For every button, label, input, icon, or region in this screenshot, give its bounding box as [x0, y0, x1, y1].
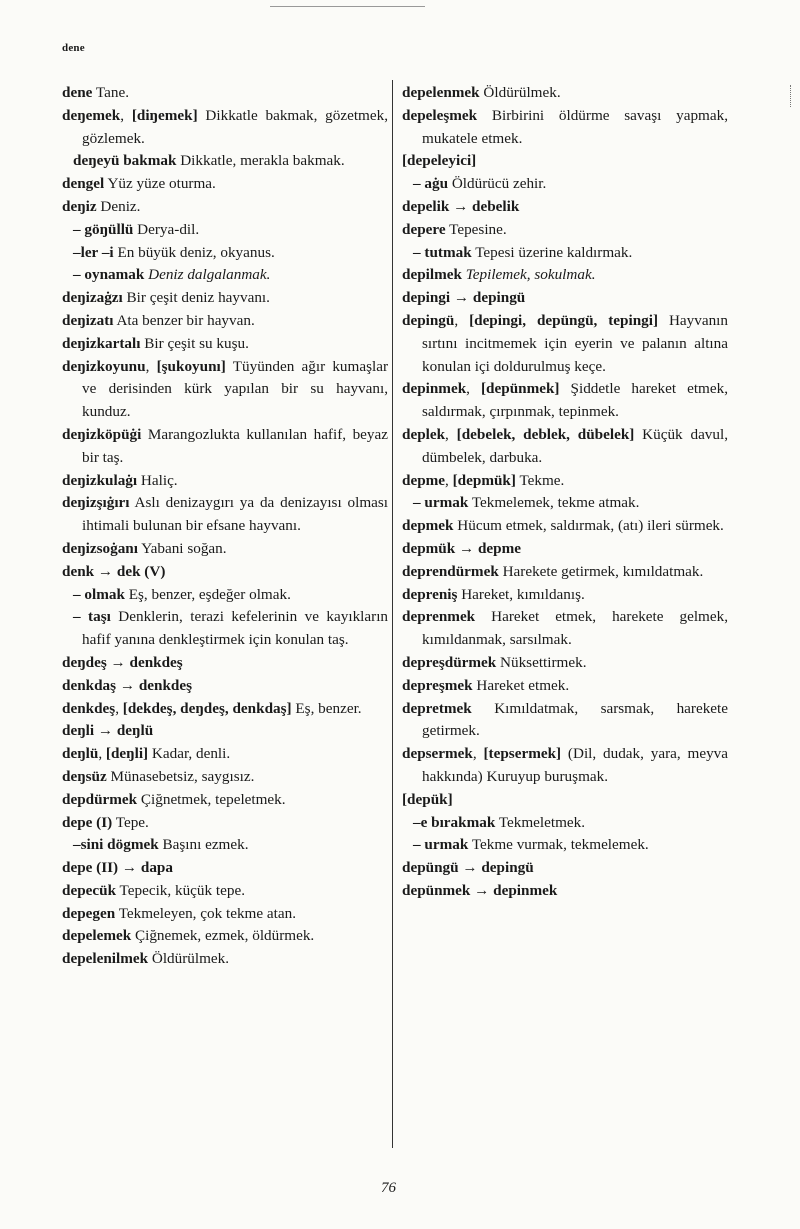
entry-headword: depelenmek [402, 84, 480, 101]
entry-cross-reference: → depingü [453, 289, 526, 307]
dictionary-entry [62, 903, 388, 926]
entry-definition: En büyük deniz, okyanus. [117, 243, 275, 261]
entry-definition: Deniz. [100, 197, 141, 215]
entry-headword: deprenmek [402, 608, 476, 626]
entry-headword: – göŋüllü [73, 220, 134, 238]
entry-definition: Hayvanın sırtını incitmemek için eyerin ve palanın altına konulan içi doldurulmuş keçe. [422, 311, 728, 375]
dictionary-entry [402, 219, 728, 242]
dictionary-entry [402, 515, 728, 538]
entry-definition: Dikkatle bakmak, gözetmek, gözlemek. [82, 106, 388, 147]
dictionary-entry [402, 789, 728, 812]
entry-cross-reference: → debelik [453, 197, 520, 215]
entry-definition: Münasebetsiz, saygısız. [110, 767, 255, 785]
entry-headword: depeleşmek [402, 106, 478, 124]
dictionary-entry [402, 857, 728, 880]
dictionary-entry [402, 675, 728, 698]
entry-headword: deŋeyü bakmak [73, 152, 177, 170]
entry-definition: Şiddetle hareket etmek, saldırmak, çırpınmak, tepinmek. [422, 380, 729, 421]
dictionary-entry [62, 470, 388, 493]
entry-definition: Tekmelemek, tekme atmak. [471, 494, 640, 512]
dictionary-entry [62, 538, 388, 561]
entry-headword: depünmek [402, 881, 471, 899]
dictionary-entry [402, 834, 728, 857]
entry-definition: (Dil, dudak, yara, meyva hakkında) Kuruyup buruşmak. [422, 745, 728, 785]
entry-variants: [diŋemek] [131, 106, 198, 124]
entry-headword: deŋli [62, 722, 95, 740]
entry-headword: deŋizşıġırı [62, 494, 130, 512]
entry-definition: Deniz dalgalanmak. [148, 266, 271, 284]
entry-headword: depelemek [62, 927, 132, 945]
entry-headword: – oynamak [73, 266, 145, 284]
entry-variants: [debelek, deblek, dübelek] [456, 425, 635, 443]
entry-headword: depelik [402, 197, 450, 215]
entry-definition: Tepecik, küçük tepe. [119, 881, 245, 899]
entry-headword: deŋizatı [62, 311, 114, 329]
entry-definition: Kımıldatmak, sarsmak, harekete getirmek. [422, 699, 728, 740]
entry-headword: depreşmek [402, 676, 473, 694]
entry-variants: [deŋli] [105, 745, 149, 763]
entry-definition: Tekmeletmek. [498, 813, 586, 831]
entry-headword: dene [62, 84, 93, 101]
dictionary-entry [402, 606, 728, 652]
entry-headword: depe (I) [62, 813, 113, 831]
dictionary-entry [62, 766, 388, 789]
dictionary-entry [402, 561, 728, 584]
entry-definition: Haliç. [140, 471, 178, 489]
entry-headword: deŋdeş [62, 653, 107, 671]
dictionary-entry [62, 948, 388, 971]
entry-headword: – urmak [413, 494, 469, 512]
entry-headword: depe (II) [62, 859, 119, 877]
dictionary-entry: depinmek, [depünmek] Şiddetle hareket etmek, saldırmak, çırpınmak, tepinmek. [402, 380, 729, 421]
entry-headword: – taşı [73, 608, 111, 626]
entry-definition: Çiğnetmek, tepeletmek. [140, 790, 286, 808]
entry-headword: – olmak [73, 585, 125, 603]
entry-definition: Hareket etmek. [476, 676, 570, 694]
entry-definition: Tepesi üzerine kaldırmak. [475, 243, 633, 261]
dictionary-entry [62, 492, 388, 538]
entry-headword: depme [402, 471, 446, 489]
dictionary-entry [402, 150, 728, 173]
dictionary-entry [62, 925, 388, 948]
dictionary-entry [402, 652, 728, 675]
entry-definition: Hareket, kımıldanış. [461, 585, 585, 603]
dictionary-entry [62, 606, 388, 652]
entry-headword: – tutmak [413, 243, 472, 261]
dictionary-entry [62, 834, 388, 857]
dictionary-entry: deŋemek, [diŋemek] Dikkatle bakmak, gözetmek, gözlemek. [62, 106, 388, 147]
entry-headword: depmük [402, 539, 456, 557]
top-rule [270, 6, 425, 7]
entry-cross-reference: → denkdeş [110, 653, 183, 671]
entry-definition: Çiğnemek, ezmek, öldürmek. [134, 927, 315, 945]
entry-headword: [depeleyici] [402, 152, 477, 170]
entry-headword: depüngü [402, 859, 459, 877]
entry-definition: Tekme vurmak, tekmelemek. [471, 836, 649, 854]
entry-headword: depreşdürmek [402, 653, 497, 671]
entry-cross-reference: → depingü [462, 859, 534, 877]
dictionary-entry [402, 880, 728, 903]
dictionary-entry [402, 812, 728, 835]
entry-headword: depere [402, 220, 446, 238]
column-divider [392, 80, 393, 1148]
dictionary-entry [402, 584, 728, 607]
dictionary-entry [62, 880, 388, 903]
entry-headword: depdürmek [62, 790, 138, 808]
entry-definition: Dikkatle, merakla bakmak. [180, 152, 345, 170]
entry-headword: deŋlü [62, 745, 99, 763]
entry-headword: depecük [62, 881, 117, 899]
dictionary-entry: depingü, [depingi, depüngü, tepingi] Hayvanın sırtını incitmemek için eyerin ve palanın altına konulan içi doldurulmuş keçe. [402, 311, 728, 375]
dictionary-entry [62, 584, 388, 607]
entry-cross-reference: → deŋlü [97, 722, 154, 740]
dictionary-entry: deŋizkoyunu, [şukoyunı] Tüyünden ağır kumaşlar ve derisinden kürk yapılan bir su hayvanı, kunduz. [62, 357, 388, 421]
entry-variants: [depünmek] [481, 380, 560, 398]
entry-headword: deŋemek [62, 106, 121, 124]
dictionary-entry [62, 219, 388, 242]
dictionary-entry [402, 242, 728, 265]
entry-variants: [şukoyunı] [156, 357, 226, 375]
entry-headword: –ler –i [73, 243, 114, 261]
dictionary-entry [62, 196, 388, 219]
entry-headword: –e bırakmak [413, 813, 496, 831]
running-head: dene [62, 42, 85, 54]
entry-cross-reference: → dek (V) [97, 562, 166, 580]
entry-headword: depilmek [402, 266, 462, 284]
entry-headword: depsermek [402, 745, 473, 763]
dictionary-entry [62, 287, 388, 310]
entry-definition: Ata benzer bir hayvan. [116, 311, 255, 329]
entry-definition: Eş, benzer, eşdeğer olmak. [128, 585, 291, 603]
dictionary-entry [62, 789, 388, 812]
dictionary-entry [402, 492, 728, 515]
entry-definition: Tepilemek, sokulmak. [465, 266, 596, 284]
dictionary-entry [62, 242, 388, 265]
entry-headword: denkdeş [62, 699, 116, 717]
entry-definition: Derya-dil. [137, 220, 200, 238]
entry-headword: denkdaş [62, 676, 117, 694]
entry-headword: depmek [402, 517, 454, 535]
dictionary-entry [402, 82, 728, 105]
entry-headword: deŋizkartalı [62, 334, 141, 352]
entry-definition: Küçük davul, dümbelek, darbuka. [422, 425, 729, 466]
entry-definition: Hücum etmek, saldırmak, (atı) ileri sürmek. [457, 517, 724, 535]
entry-headword: depingü [402, 311, 455, 329]
entry-headword: – aġu [413, 175, 449, 193]
entry-cross-reference: → denkdeş [119, 676, 193, 694]
entry-headword: depelenilmek [62, 950, 149, 968]
entry-variants: [depingi, depüngü, tepingi] [469, 311, 659, 329]
dictionary-entry [402, 264, 728, 287]
entry-definition: Yabani soğan. [141, 539, 227, 557]
entry-headword: depegen [62, 904, 116, 922]
dictionary-entry [62, 561, 388, 584]
dictionary-entry [402, 196, 728, 219]
entry-variants: [dekdeş, deŋdeş, denkdaş] [122, 699, 292, 717]
dictionary-entry: deŋlü, [deŋli] Kadar, denli. [62, 745, 231, 763]
entry-definition: Kadar, denli. [148, 745, 231, 763]
entry-definition: Aslı denizaygırı ya da denizayısı olması ihtimali bulunan bir efsane hayvanı. [82, 494, 388, 535]
entry-definition: Eş, benzer. [291, 699, 362, 717]
dictionary-entry [62, 857, 388, 880]
entry-definition: Birbirini öldürme savaşı yapmak, mukatele etmek. [422, 106, 728, 147]
entry-definition: Tekme. [515, 471, 565, 489]
entry-headword: deŋizkoyunu [62, 357, 146, 375]
dictionary-entry [62, 333, 388, 356]
dictionary-entry [62, 812, 388, 835]
entry-headword: deŋizkulaġı [62, 471, 138, 489]
entry-definition: Bir çeşit su kuşu. [144, 334, 249, 352]
entry-headword: [depük] [402, 790, 453, 808]
dictionary-entry [62, 310, 388, 333]
entry-headword: denk [62, 562, 95, 580]
dictionary-entry [62, 424, 388, 470]
entry-definition: Hareket etmek, harekete gelmek, kımıldanmak, sarsılmak. [422, 608, 728, 649]
dictionary-entry: depme, [depmük] Tekme. [402, 471, 565, 489]
entry-headword: deplek [402, 425, 446, 443]
entry-headword: deŋizsoġanı [62, 539, 138, 557]
entry-headword: – urmak [413, 836, 469, 854]
dictionary-entry: deplek, [debelek, deblek, dübelek] Küçük davul, dümbelek, darbuka. [402, 425, 729, 466]
entry-definition: Yüz yüze oturma. [107, 175, 216, 193]
dictionary-entry [62, 264, 388, 287]
entry-definition: Tüyünden ağır kumaşlar ve derisinden kürk yapılan bir su hayvanı, kunduz. [82, 357, 388, 421]
dictionary-entry [62, 150, 388, 173]
entry-headword: deprendürmek [402, 562, 499, 580]
entry-definition: Başını ezmek. [162, 836, 249, 854]
left-column [62, 82, 388, 971]
entry-definition: Öldürücü zehir. [451, 175, 547, 193]
entry-headword: deŋiz [62, 197, 97, 215]
entry-cross-reference: → depinmek [474, 881, 558, 899]
dictionary-entry: depsermek, [tepsermek] (Dil, dudak, yara, meyva hakkında) Kuruyup buruşmak. [402, 745, 728, 785]
entry-definition: Öldürülmek. [483, 84, 561, 101]
dictionary-entry [62, 652, 388, 675]
entry-cross-reference: → dapa [121, 859, 173, 877]
dictionary-entry [62, 173, 388, 196]
entry-definition: Denklerin, terazi kefelerinin ve kayıkların hafif yanına denkleştirmek için konulan taş. [82, 608, 389, 649]
entry-headword: depretmek [402, 699, 472, 717]
entry-variants: [tepsermek] [483, 745, 562, 763]
entry-definition: Öldürülmek. [151, 950, 230, 968]
entry-headword: –sini dögmek [73, 836, 159, 854]
dictionary-entry [402, 287, 728, 310]
entry-headword: depreniş [402, 585, 458, 603]
dictionary-entry [402, 173, 728, 196]
margin-mark [790, 85, 792, 107]
entry-headword: depingi [402, 289, 451, 307]
entry-definition: Harekete getirmek, kımıldatmak. [502, 562, 704, 580]
dictionary-entry [402, 105, 728, 151]
entry-cross-reference: → depme [458, 539, 521, 557]
entry-definition: Tane. [95, 84, 129, 101]
right-column [402, 82, 728, 903]
entry-definition: Tepe. [115, 813, 149, 831]
dictionary-entry [62, 675, 388, 698]
dictionary-entry [402, 538, 728, 561]
dictionary-entry [402, 698, 728, 744]
entry-headword: deŋizaġzı [62, 289, 123, 307]
entry-definition: Tekmeleyen, çok tekme atan. [118, 904, 296, 922]
page-number: 76 [381, 1180, 396, 1196]
dictionary-entry [62, 82, 388, 105]
entry-variants: [depmük] [452, 471, 516, 489]
entry-headword: depinmek [402, 380, 467, 398]
dictionary-entry: denkdeş, [dekdeş, deŋdeş, denkdaş] Eş, benzer. [62, 699, 362, 717]
entry-headword: dengel [62, 175, 105, 193]
entry-definition: Tepesine. [449, 220, 507, 238]
dictionary-entry [62, 720, 388, 743]
entry-headword: deŋizköpüġi [62, 425, 142, 443]
entry-definition: Marangozlukta kullanılan hafif, beyaz bir taş. [82, 425, 389, 466]
entry-headword: deŋsüz [62, 767, 107, 785]
entry-definition: Nüksettirmek. [500, 653, 587, 671]
entry-definition: Bir çeşit deniz hayvanı. [126, 289, 270, 307]
